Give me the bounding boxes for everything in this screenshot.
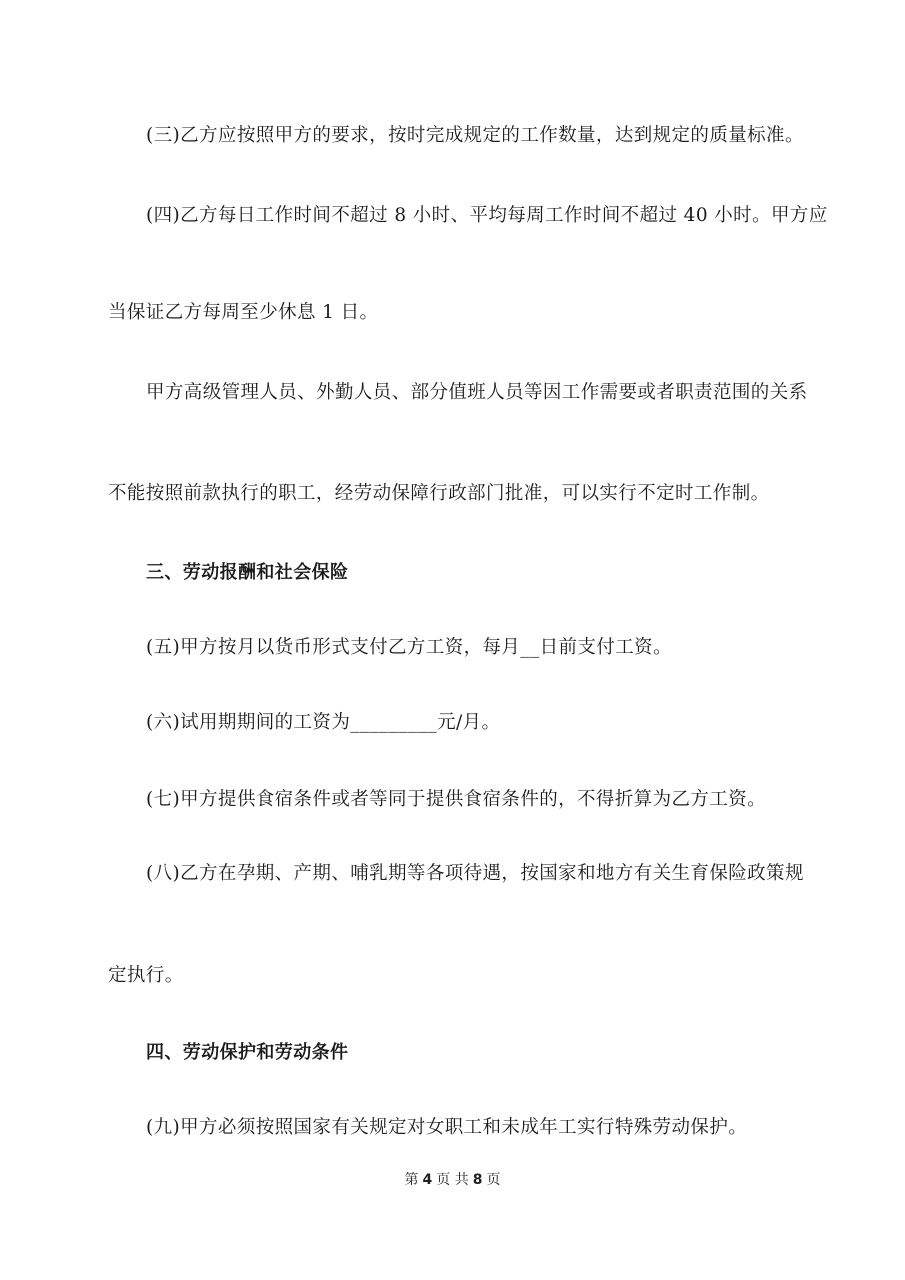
paragraph-clause-7: (七)甲方提供食宿条件或者等同于提供食宿条件的，不得折算为乙方工资。 [146, 789, 767, 810]
footer-current-page: 4 [422, 1172, 433, 1188]
paragraph-exception-line-2: 不能按照前款执行的职工，经劳动保障行政部门批准，可以实行不定时工作制。 [108, 483, 770, 504]
footer-prefix: 第 [404, 1172, 419, 1188]
paragraph-clause-4-line-2: 当保证乙方每周至少休息 1 日。 [108, 302, 379, 323]
paragraph-clause-3: (三)乙方应按照甲方的要求，按时完成规定的工作数量，达到规定的质量标准。 [146, 125, 804, 146]
page-footer [0, 1170, 905, 1190]
section-heading-remuneration: 三、劳动报酬和社会保险 [146, 562, 349, 583]
footer-total-pages: 8 [472, 1172, 483, 1188]
footer-suffix: 页 [486, 1172, 501, 1188]
paragraph-clause-9: (九)甲方必须按照国家有关规定对女职工和未成年工实行特殊劳动保护。 [146, 1117, 748, 1138]
footer-middle: 页 共 [436, 1172, 469, 1188]
paragraph-clause-4-line-1: (四)乙方每日工作时间不超过 8 小时、平均每周工作时间不超过 40 小时。甲方应 [146, 205, 828, 226]
paragraph-clause-8-line-2: 定执行。 [108, 965, 184, 986]
paragraph-clause-8-line-1: (八)乙方在孕期、产期、哺乳期等各项待遇，按国家和地方有关生育保险政策规 [146, 863, 804, 884]
paragraph-clause-6: (六)试用期期间的工资为_________元/月。 [146, 712, 501, 733]
section-heading-labor-protection: 四、劳动保护和劳动条件 [146, 1042, 349, 1063]
paragraph-clause-5: (五)甲方按月以货币形式支付乙方工资，每月__日前支付工资。 [146, 637, 672, 658]
paragraph-exception-line-1: 甲方高级管理人员、外勤人员、部分值班人员等因工作需要或者职责范围的关系 [146, 382, 808, 403]
